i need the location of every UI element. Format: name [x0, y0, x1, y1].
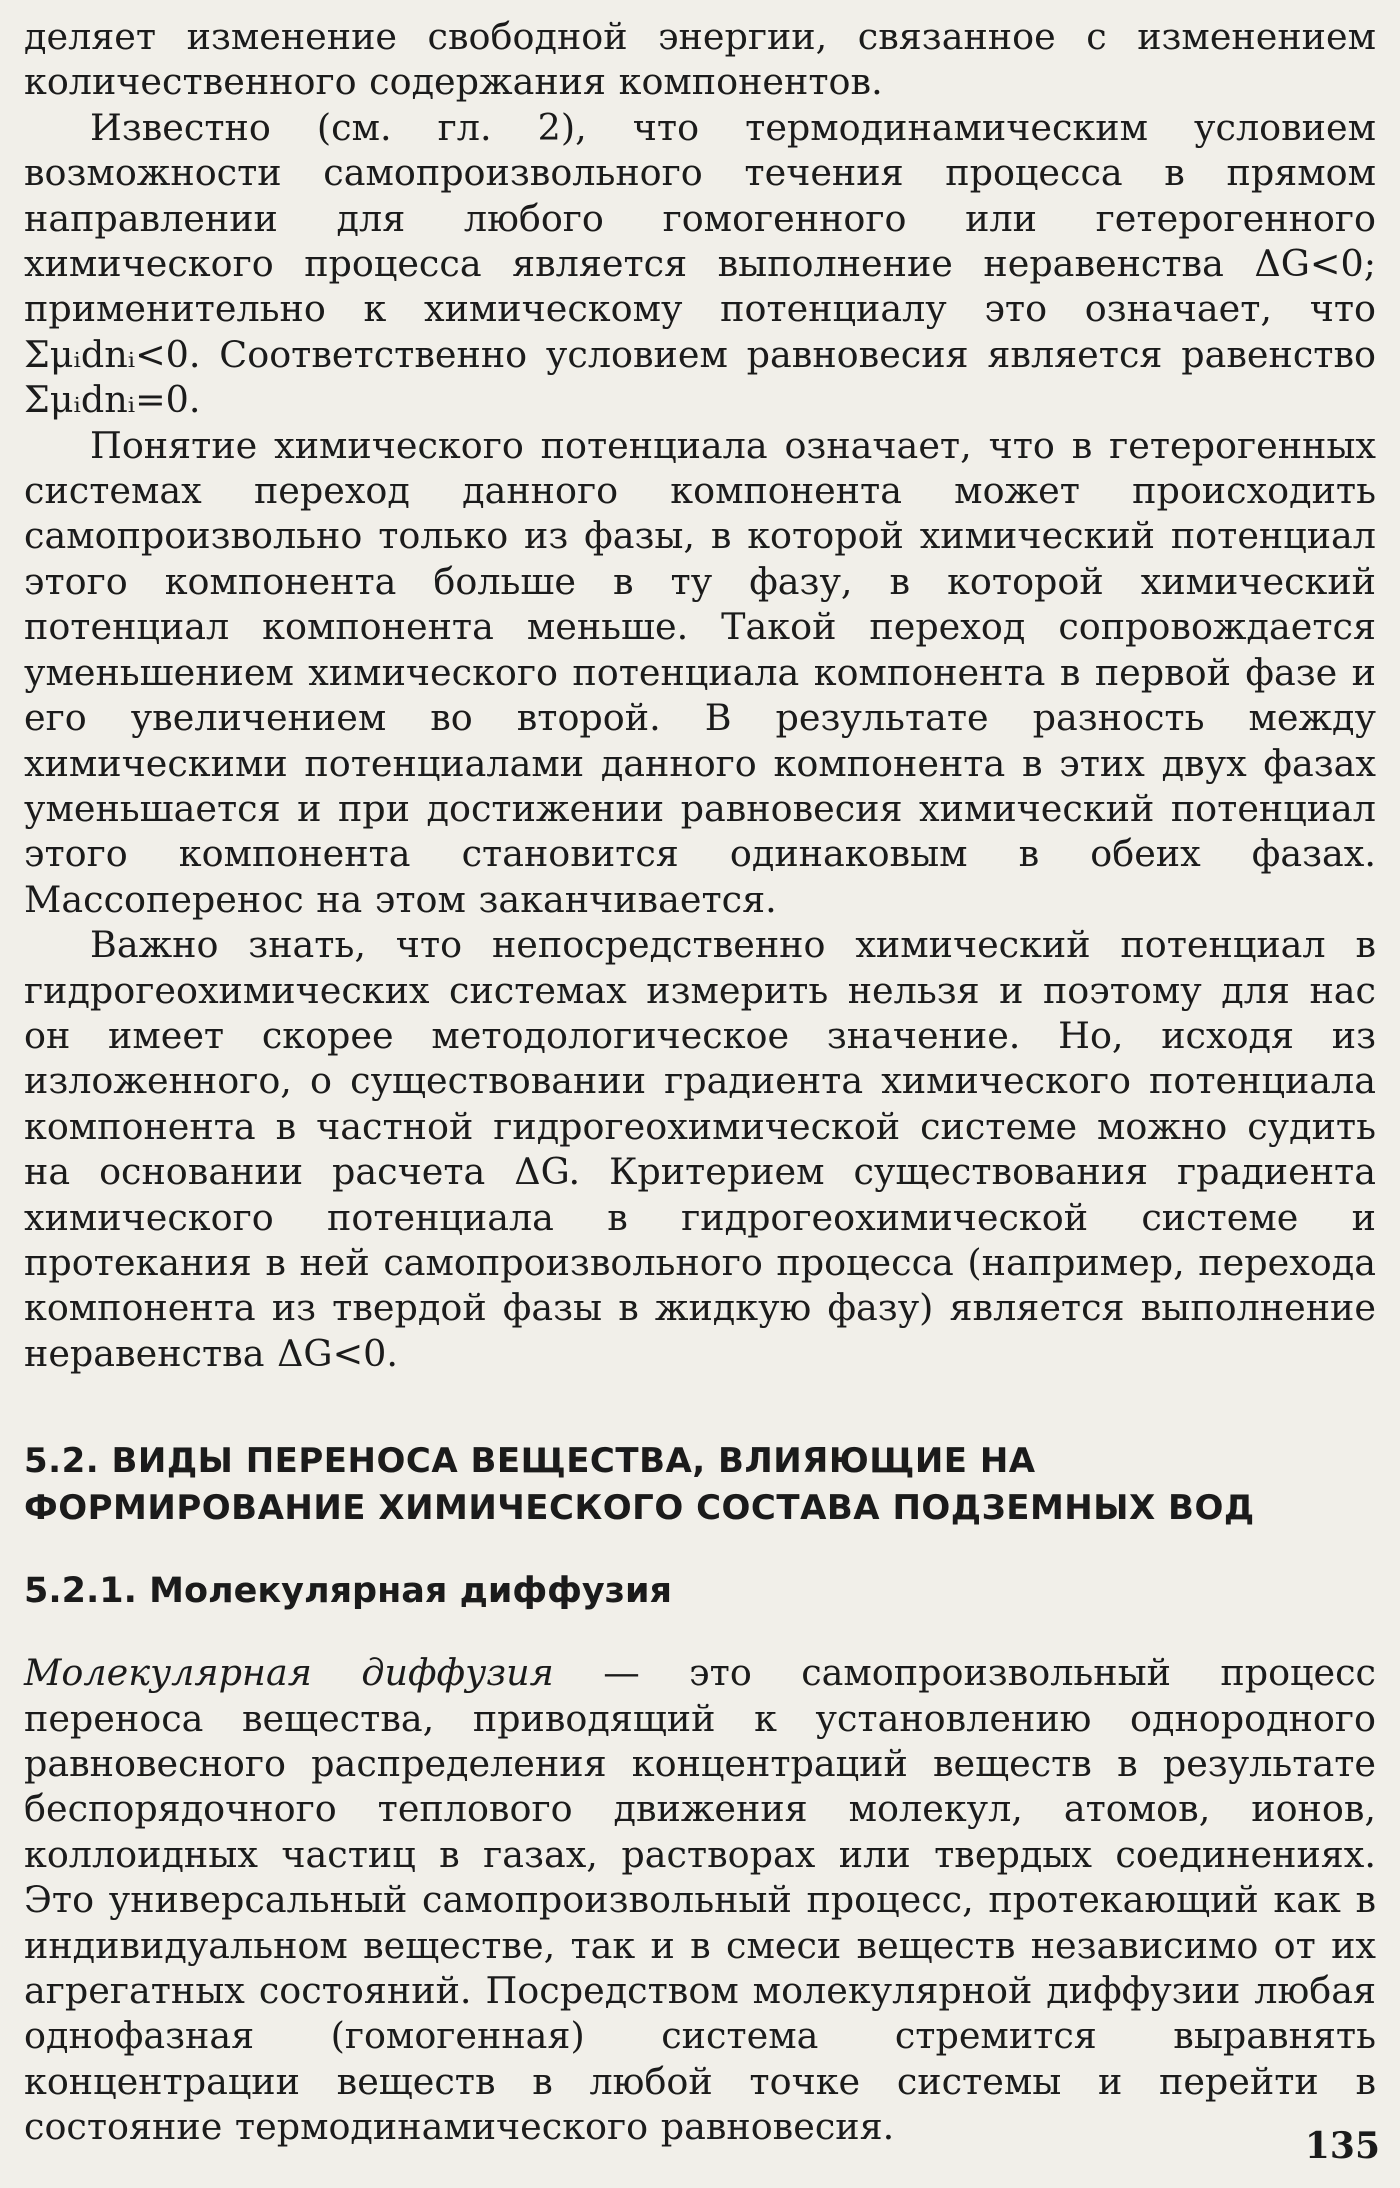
paragraph-gradient-criterion: Важно знать, что непосредственно химический потенциал в гидрогеохимических системах измерить нельзя и поэтому для нас он имеет скорее методологическое значение. Но, исходя из изложенного, о существовании градиента химического потенциала компонента в частной гидрогеохимической системе можно судить на основании расчета ΔG. Критерием существования градиента химического потенциала в гидрогеохимической системе и протекания в ней самопроизвольного процесса (например, перехода компонента из твердой фазы в жидкую фазу) является выполнение неравенства ΔG<0. — [24, 923, 1376, 1375]
paragraph-continuation: деляет изменение свободной энергии, связанное с изменением количественного содержания компонентов. — [24, 15, 1376, 104]
section-heading: 5.2. ВИДЫ ПЕРЕНОСА ВЕЩЕСТВА, ВЛИЯЮЩИЕ НА ФОРМИРОВАНИЕ ХИМИЧЕСКОГО СОСТАВА ПОДЗЕМНЫХ ВОД — [24, 1441, 1255, 1529]
defined-term: Молекулярная диффузия — [24, 1651, 554, 1695]
paragraph-molecular-diffusion — [24, 1650, 1376, 2149]
paragraph-thermodynamic-condition: Известно (см. гл. 2), что термодинамическим условием возможности самопроизвольного течения процесса в прямом направлении для любого гомогенного или гетерогенного химического процесса является выполнение неравенства ΔG<0; применительно к химическому потенциалу это означает, что Σμᵢdnᵢ<0. Соответственно условием равновесия является равенство Σμᵢdnᵢ=0. — [24, 105, 1376, 422]
subsection-heading: 5.2.1. Молекулярная диффузия — [24, 1571, 672, 1612]
term-definition: — это самопроизвольный процесс переноса вещества, приводящий к установлению однородного равновесного распределения концентраций веществ в результате беспорядочного теплового движения молекул, атомов, ионов, коллоидных частиц в газах, растворах или твердых соединениях. Это универсальный самопроизвольный процесс, протекающий как в индивидуальном веществе, так и в смеси веществ независимо от их агрегатных состояний. Посредством молекулярной диффузии любая однофазная (гомогенная) система стремится выравнять концентрации веществ в любой точке системы и перейти в состояние термодинамического равновесия. — [24, 1651, 1376, 2149]
document-page — [24, 14, 1376, 2150]
page-number: 135 — [1304, 2125, 1380, 2167]
paragraph-chemical-potential: Понятие химического потенциала означает, что в гетерогенных системах переход данного компонента может происходить самопроизвольно только из фазы, в которой химический потенциал этого компонента больше в ту фазу, в которой химический потенциал компонента меньше. Такой переход сопровождается уменьшением химического потенциала компонента в первой фазе и его увеличением во второй. В результате разность между химическими потенциалами данного компонента в этих двух фазах уменьшается и при достижении равновесия химический потенциал этого компонента становится одинаковым в обеих фазах. Массоперенос на этом заканчивается. — [24, 423, 1376, 921]
